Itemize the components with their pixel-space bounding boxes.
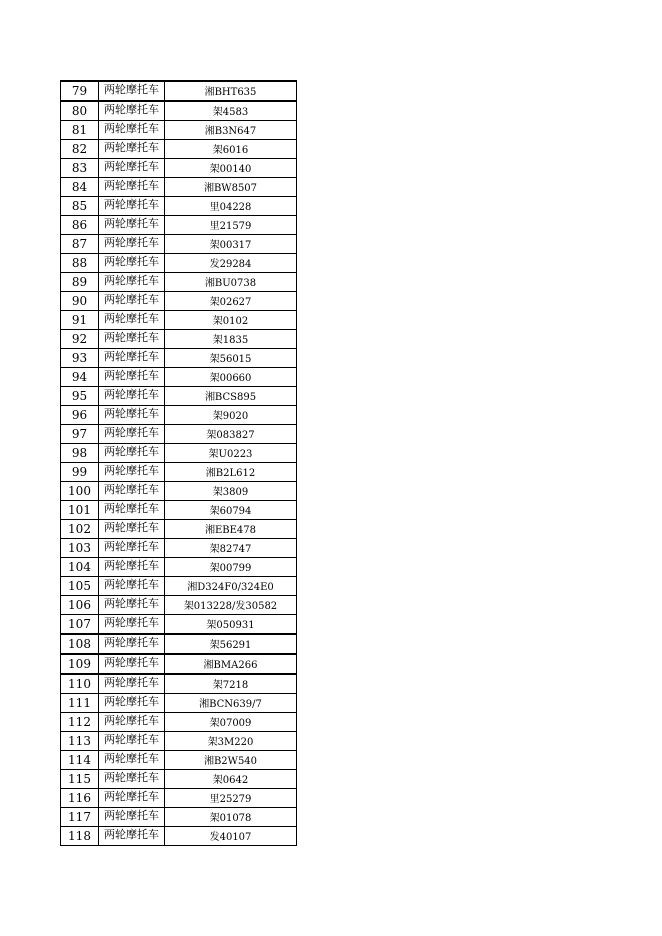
table-row [61,520,297,539]
table-row [61,694,297,713]
vehicle-type-cell: 两轮摩托车 [99,140,165,159]
plate-number-cell: 架4583 [165,101,297,121]
vehicle-type-cell: 两轮摩托车 [99,330,165,349]
row-number-cell: 81 [61,121,99,140]
plate-number-cell: 湘BU0738 [165,273,297,292]
row-number-cell: 86 [61,216,99,235]
table-row [61,349,297,368]
table-row [61,387,297,406]
plate-number-cell: 架3809 [165,482,297,501]
vehicle-type-cell: 两轮摩托车 [99,159,165,178]
plate-number-cell: 湘BHT635 [165,81,297,101]
table-row [61,330,297,349]
vehicle-type-cell: 两轮摩托车 [99,713,165,732]
plate-number-cell: 湘BW8507 [165,178,297,197]
vehicle-type-cell: 两轮摩托车 [99,732,165,751]
table-row [61,273,297,292]
vehicle-type-cell: 两轮摩托车 [99,808,165,827]
vehicle-type-cell: 两轮摩托车 [99,827,165,846]
table-row [61,482,297,501]
vehicle-type-cell: 两轮摩托车 [99,770,165,789]
table-row [61,751,297,770]
row-number-cell: 95 [61,387,99,406]
plate-number-cell: 架00140 [165,159,297,178]
vehicle-type-cell: 两轮摩托车 [99,615,165,635]
row-number-cell: 93 [61,349,99,368]
row-number-cell: 103 [61,539,99,558]
table-row [61,121,297,140]
table-row [61,254,297,273]
row-number-cell: 85 [61,197,99,216]
vehicle-type-cell: 两轮摩托车 [99,577,165,596]
vehicle-type-cell: 两轮摩托车 [99,425,165,444]
table-row [61,235,297,254]
plate-number-cell: 发29284 [165,254,297,273]
plate-number-cell: 架050931 [165,615,297,635]
plate-number-cell: 架083827 [165,425,297,444]
table-row [61,770,297,789]
row-number-cell: 111 [61,694,99,713]
vehicle-table [60,80,297,846]
plate-number-cell: 湘B2L612 [165,463,297,482]
plate-number-cell: 湘EBE478 [165,520,297,539]
table-row [61,292,297,311]
row-number-cell: 79 [61,81,99,101]
row-number-cell: 113 [61,732,99,751]
plate-number-cell: 架013228/发30582 [165,596,297,615]
table-row [61,674,297,694]
row-number-cell: 118 [61,827,99,846]
table-row [61,615,297,635]
vehicle-type-cell: 两轮摩托车 [99,406,165,425]
row-number-cell: 109 [61,654,99,674]
table-row [61,808,297,827]
vehicle-type-cell: 两轮摩托车 [99,387,165,406]
row-number-cell: 107 [61,615,99,635]
vehicle-type-cell: 两轮摩托车 [99,254,165,273]
plate-number-cell: 湘BCS895 [165,387,297,406]
table-row [61,463,297,482]
table-row [61,713,297,732]
row-number-cell: 115 [61,770,99,789]
vehicle-type-cell: 两轮摩托车 [99,81,165,101]
row-number-cell: 83 [61,159,99,178]
vehicle-type-cell: 两轮摩托车 [99,789,165,808]
vehicle-type-cell: 两轮摩托车 [99,520,165,539]
row-number-cell: 116 [61,789,99,808]
table-row [61,577,297,596]
row-number-cell: 114 [61,751,99,770]
plate-number-cell: 发40107 [165,827,297,846]
row-number-cell: 90 [61,292,99,311]
table-row [61,101,297,121]
vehicle-type-cell: 两轮摩托车 [99,235,165,254]
plate-number-cell: 里25279 [165,789,297,808]
table-row [61,216,297,235]
table-row [61,81,297,101]
plate-number-cell: 里04228 [165,197,297,216]
table-row [61,827,297,846]
vehicle-type-cell: 两轮摩托车 [99,501,165,520]
row-number-cell: 105 [61,577,99,596]
row-number-cell: 87 [61,235,99,254]
vehicle-type-cell: 两轮摩托车 [99,654,165,674]
plate-number-cell: 架1835 [165,330,297,349]
row-number-cell: 99 [61,463,99,482]
row-number-cell: 80 [61,101,99,121]
row-number-cell: 92 [61,330,99,349]
vehicle-type-cell: 两轮摩托车 [99,482,165,501]
plate-number-cell: 架60794 [165,501,297,520]
row-number-cell: 110 [61,674,99,694]
vehicle-type-cell: 两轮摩托车 [99,634,165,654]
table-row [61,444,297,463]
vehicle-type-cell: 两轮摩托车 [99,463,165,482]
table-row [61,368,297,387]
vehicle-type-cell: 两轮摩托车 [99,751,165,770]
table-row [61,406,297,425]
plate-number-cell: 湘BMA266 [165,654,297,674]
row-number-cell: 96 [61,406,99,425]
vehicle-type-cell: 两轮摩托车 [99,539,165,558]
row-number-cell: 102 [61,520,99,539]
table-row [61,558,297,577]
table-row [61,634,297,654]
vehicle-type-cell: 两轮摩托车 [99,178,165,197]
row-number-cell: 82 [61,140,99,159]
vehicle-type-cell: 两轮摩托车 [99,292,165,311]
table-row [61,596,297,615]
plate-number-cell: 架9020 [165,406,297,425]
plate-number-cell: 架02627 [165,292,297,311]
row-number-cell: 98 [61,444,99,463]
vehicle-type-cell: 两轮摩托车 [99,674,165,694]
plate-number-cell: 架3M220 [165,732,297,751]
row-number-cell: 88 [61,254,99,273]
plate-number-cell: 架00660 [165,368,297,387]
vehicle-type-cell: 两轮摩托车 [99,444,165,463]
row-number-cell: 100 [61,482,99,501]
row-number-cell: 94 [61,368,99,387]
plate-number-cell: 架0102 [165,311,297,330]
row-number-cell: 106 [61,596,99,615]
table-row [61,159,297,178]
table-row [61,789,297,808]
plate-number-cell: 架7218 [165,674,297,694]
plate-number-cell: 架0642 [165,770,297,789]
plate-number-cell: 湘B2W540 [165,751,297,770]
plate-number-cell: 架56015 [165,349,297,368]
vehicle-type-cell: 两轮摩托车 [99,197,165,216]
table-row [61,197,297,216]
row-number-cell: 89 [61,273,99,292]
plate-number-cell: 架U0223 [165,444,297,463]
row-number-cell: 117 [61,808,99,827]
row-number-cell: 84 [61,178,99,197]
plate-number-cell: 架82747 [165,539,297,558]
table-row [61,311,297,330]
vehicle-type-cell: 两轮摩托车 [99,216,165,235]
vehicle-type-cell: 两轮摩托车 [99,596,165,615]
plate-number-cell: 湘B3N647 [165,121,297,140]
plate-number-cell: 架6016 [165,140,297,159]
plate-number-cell: 里21579 [165,216,297,235]
plate-number-cell: 湘BCN639/7 [165,694,297,713]
row-number-cell: 112 [61,713,99,732]
vehicle-type-cell: 两轮摩托车 [99,121,165,140]
plate-number-cell: 架07009 [165,713,297,732]
vehicle-type-cell: 两轮摩托车 [99,101,165,121]
plate-number-cell: 架56291 [165,634,297,654]
row-number-cell: 108 [61,634,99,654]
plate-number-cell: 架00799 [165,558,297,577]
table-row [61,501,297,520]
row-number-cell: 97 [61,425,99,444]
table-row [61,654,297,674]
table-row [61,539,297,558]
table-row [61,732,297,751]
vehicle-type-cell: 两轮摩托车 [99,694,165,713]
row-number-cell: 91 [61,311,99,330]
row-number-cell: 104 [61,558,99,577]
vehicle-type-cell: 两轮摩托车 [99,311,165,330]
plate-number-cell: 架00317 [165,235,297,254]
plate-number-cell: 湘D324F0/324E0 [165,577,297,596]
table-row [61,425,297,444]
plate-number-cell: 架01078 [165,808,297,827]
vehicle-table-body [61,81,297,846]
vehicle-type-cell: 两轮摩托车 [99,273,165,292]
table-row [61,140,297,159]
vehicle-type-cell: 两轮摩托车 [99,368,165,387]
vehicle-type-cell: 两轮摩托车 [99,349,165,368]
vehicle-type-cell: 两轮摩托车 [99,558,165,577]
table-row [61,178,297,197]
row-number-cell: 101 [61,501,99,520]
